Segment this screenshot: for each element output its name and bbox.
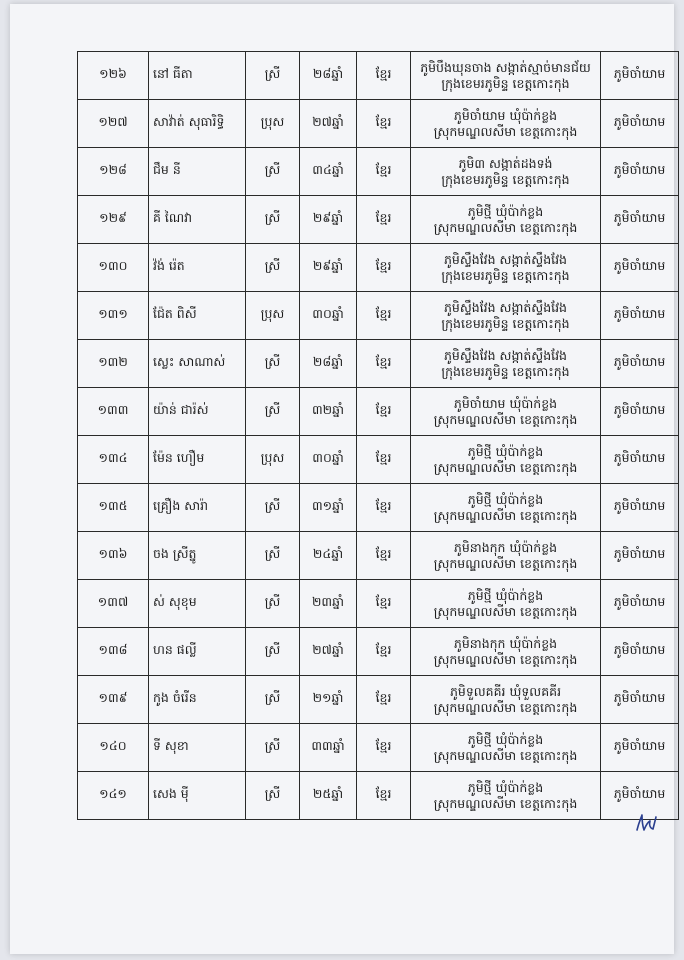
address-line-1: ភូមិចាំយាម ឃុំប៉ាក់ខ្លង	[453, 395, 558, 411]
address-line-2: ស្រុកមណ្ឌលសីមា ខេត្តកោះកុង	[433, 747, 578, 763]
cell-address	[411, 772, 601, 820]
table-row	[78, 436, 679, 484]
cell-age: ៣៣ឆ្នាំ	[300, 724, 357, 772]
table-row	[78, 580, 679, 628]
cell-nationality: ខ្មែរ	[357, 340, 411, 388]
address-line-1: ភូមិថ្មី ឃុំប៉ាក់ខ្លង	[467, 587, 544, 603]
cell-address	[411, 628, 601, 676]
cell-number: ១៣០	[78, 244, 149, 292]
table-row	[78, 388, 679, 436]
cell-age: ២១ឆ្នាំ	[300, 676, 357, 724]
cell-address	[411, 436, 601, 484]
cell-nationality: ខ្មែរ	[357, 772, 411, 820]
table-row	[78, 532, 679, 580]
cell-number: ១៣៦	[78, 532, 149, 580]
cell-address	[411, 196, 601, 244]
cell-occupation: ភូមិចាំយាម	[601, 148, 679, 196]
address-line-1: ភូមិស្ទឹងវែង សង្កាត់ស្ទឹងវែង	[444, 251, 567, 267]
address-line-1: ភូមិស្ទឹងវែង សង្កាត់ស្ទឹងវែង	[444, 347, 567, 363]
cell-address	[411, 580, 601, 628]
cell-occupation: ភូមិចាំយាម	[601, 196, 679, 244]
cell-sex: ប្រុស	[246, 100, 300, 148]
cell-age: ៣១ឆ្នាំ	[300, 484, 357, 532]
cell-address	[411, 292, 601, 340]
cell-age: ៣២ឆ្នាំ	[300, 388, 357, 436]
cell-nationality: ខ្មែរ	[357, 244, 411, 292]
cell-age: ២៧ឆ្នាំ	[300, 100, 357, 148]
table-row	[78, 340, 679, 388]
cell-name: គ្រឿង សារ៉ា	[149, 484, 246, 532]
cell-sex: ស្រី	[246, 676, 300, 724]
cell-name: ហន ផល្លី	[149, 628, 246, 676]
table-row	[78, 772, 679, 820]
cell-nationality: ខ្មែរ	[357, 628, 411, 676]
cell-number: ១៣២	[78, 340, 149, 388]
cell-age: ២៤ឆ្នាំ	[300, 532, 357, 580]
cell-nationality: ខ្មែរ	[357, 580, 411, 628]
cell-number: ១៣៧	[78, 580, 149, 628]
cell-age: ២៨ឆ្នាំ	[300, 340, 357, 388]
cell-sex: ស្រី	[246, 532, 300, 580]
cell-name: គី ណៃវា	[149, 196, 246, 244]
cell-sex: ស្រី	[246, 148, 300, 196]
cell-occupation: ភូមិចាំយាម	[601, 772, 679, 820]
cell-age: ២៨ឆ្នាំ	[300, 52, 357, 100]
cell-sex: ប្រុស	[246, 292, 300, 340]
address-line-2: ស្រុកមណ្ឌលសីមា ខេត្តកោះកុង	[433, 123, 578, 139]
cell-age: ២៧ឆ្នាំ	[300, 628, 357, 676]
cell-nationality: ខ្មែរ	[357, 100, 411, 148]
cell-nationality: ខ្មែរ	[357, 532, 411, 580]
cell-sex: ស្រី	[246, 52, 300, 100]
cell-age: ២៩ឆ្នាំ	[300, 244, 357, 292]
address-line-1: ភូមិថ្មី ឃុំប៉ាក់ខ្លង	[467, 203, 544, 219]
table-row	[78, 484, 679, 532]
address-line-1: ភូមិនាងកុក ឃុំប៉ាក់ខ្លង	[453, 539, 558, 555]
cell-name: ចង ស្រីត្នូ	[149, 532, 246, 580]
cell-nationality: ខ្មែរ	[357, 484, 411, 532]
cell-name: ស់ សុខុម	[149, 580, 246, 628]
cell-name: សាវ៉ាត់ សុធារិទ្ធិ	[149, 100, 246, 148]
table-row	[78, 676, 679, 724]
cell-number: ១៣៤	[78, 436, 149, 484]
table-row	[78, 292, 679, 340]
cell-number: ១៤០	[78, 724, 149, 772]
cell-address	[411, 340, 601, 388]
cell-sex: ស្រី	[246, 724, 300, 772]
cell-age: ៣០ឆ្នាំ	[300, 292, 357, 340]
address-line-1: ភូមិថ្មី ឃុំប៉ាក់ខ្លង	[467, 491, 544, 507]
cell-address	[411, 100, 601, 148]
cell-occupation: ភូមិចាំយាម	[601, 628, 679, 676]
address-line-2: ស្រុកមណ្ឌលសីមា ខេត្តកោះកុង	[433, 795, 578, 811]
address-line-2: ស្រុកមណ្ឌលសីមា ខេត្តកោះកុង	[433, 411, 578, 427]
cell-name: ជឹម នី	[149, 148, 246, 196]
cell-address	[411, 52, 601, 100]
cell-name: វ៉ង់ រ៉េត	[149, 244, 246, 292]
cell-address	[411, 148, 601, 196]
table-row	[78, 148, 679, 196]
table-row	[78, 244, 679, 292]
cell-number: ១៣១	[78, 292, 149, 340]
roster-table-body	[78, 52, 679, 820]
cell-number: ១៣៩	[78, 676, 149, 724]
cell-sex: ប្រុស	[246, 436, 300, 484]
cell-number: ១២៨	[78, 148, 149, 196]
cell-age: ៣៤ឆ្នាំ	[300, 148, 357, 196]
cell-name: សេង ម៉ី	[149, 772, 246, 820]
cell-sex: ស្រី	[246, 340, 300, 388]
cell-sex: ស្រី	[246, 196, 300, 244]
cell-number: ១២៧	[78, 100, 149, 148]
cell-name: យ៉ាន់ ជារ៉ស់	[149, 388, 246, 436]
table-row	[78, 100, 679, 148]
cell-number: ១៣៣	[78, 388, 149, 436]
cell-number: ១២៩	[78, 196, 149, 244]
table-row	[78, 196, 679, 244]
address-line-2: ស្រុកមណ្ឌលសីមា ខេត្តកោះកុង	[433, 507, 578, 523]
cell-occupation: ភូមិចាំយាម	[601, 724, 679, 772]
cell-age: ៣០ឆ្នាំ	[300, 436, 357, 484]
cell-sex: ស្រី	[246, 484, 300, 532]
cell-age: ២៥ឆ្នាំ	[300, 772, 357, 820]
cell-sex: ស្រី	[246, 580, 300, 628]
cell-name: ស្លេះ សាណាស់	[149, 340, 246, 388]
cell-address	[411, 724, 601, 772]
cell-occupation: ភូមិចាំយាម	[601, 484, 679, 532]
cell-name: ជ៉ែត ពិសី	[149, 292, 246, 340]
cell-address	[411, 484, 601, 532]
table-row	[78, 628, 679, 676]
cell-address	[411, 388, 601, 436]
address-line-2: ស្រុកមណ្ឌលសីមា ខេត្តកោះកុង	[433, 699, 578, 715]
address-line-2: ស្រុកមណ្ឌលសីមា ខេត្តកោះកុង	[433, 459, 578, 475]
cell-occupation: ភូមិចាំយាម	[601, 244, 679, 292]
cell-nationality: ខ្មែរ	[357, 292, 411, 340]
cell-name: កូង ចំរើន	[149, 676, 246, 724]
cell-number: ១៤១	[78, 772, 149, 820]
cell-occupation: ភូមិចាំយាម	[601, 100, 679, 148]
cell-occupation: ភូមិចាំយាម	[601, 292, 679, 340]
cell-occupation: ភូមិចាំយាម	[601, 532, 679, 580]
cell-address	[411, 532, 601, 580]
document-page	[10, 4, 674, 954]
cell-occupation: ភូមិចាំយាម	[601, 580, 679, 628]
address-line-2: ក្រុងខេមរភូមិន្ទ ខេត្តកោះកុង	[441, 363, 570, 379]
cell-occupation: ភូមិចាំយាម	[601, 388, 679, 436]
cell-number: ១៣៥	[78, 484, 149, 532]
cell-address	[411, 244, 601, 292]
address-line-2: ក្រុងខេមរភូមិន្ទ ខេត្តកោះកុង	[441, 315, 570, 331]
cell-address	[411, 676, 601, 724]
signature-stroke	[637, 815, 656, 830]
cell-number: ១២៦	[78, 52, 149, 100]
cell-sex: ស្រី	[246, 244, 300, 292]
address-line-1: ភូមិថ្មី ឃុំប៉ាក់ខ្លង	[467, 731, 544, 747]
address-line-2: ស្រុកមណ្ឌលសីមា ខេត្តកោះកុង	[433, 219, 578, 235]
cell-nationality: ខ្មែរ	[357, 52, 411, 100]
cell-occupation: ភូមិចាំយាម	[601, 436, 679, 484]
cell-nationality: ខ្មែរ	[357, 148, 411, 196]
address-line-2: ក្រុងខេមរភូមិន្ទ ខេត្តកោះកុង	[441, 75, 570, 91]
address-line-2: ស្រុកមណ្ឌលសីមា ខេត្តកោះកុង	[433, 555, 578, 571]
cell-occupation: ភូមិចាំយាម	[601, 340, 679, 388]
handwritten-signature	[633, 812, 659, 834]
cell-occupation: ភូមិចាំយាម	[601, 676, 679, 724]
cell-name: ម៉ែន ហឿម	[149, 436, 246, 484]
address-line-1: ភូមិថ្មី ឃុំប៉ាក់ខ្លង	[467, 443, 544, 459]
address-line-2: ស្រុកមណ្ឌលសីមា ខេត្តកោះកុង	[433, 603, 578, 619]
cell-age: ២៩ឆ្នាំ	[300, 196, 357, 244]
cell-nationality: ខ្មែរ	[357, 436, 411, 484]
cell-occupation: ភូមិចាំយាម	[601, 52, 679, 100]
address-line-1: ភូមិចាំយាម ឃុំប៉ាក់ខ្លង	[453, 107, 558, 123]
cell-number: ១៣៨	[78, 628, 149, 676]
address-line-1: ភូមិទួលគគីរ ឃុំទួលគគីរ	[449, 683, 562, 699]
address-line-2: ក្រុងខេមរភូមិន្ទ ខេត្តកោះកុង	[441, 267, 570, 283]
cell-sex: ស្រី	[246, 388, 300, 436]
address-line-1: ភូមិនាងកុក ឃុំប៉ាក់ខ្លង	[453, 635, 558, 651]
cell-nationality: ខ្មែរ	[357, 724, 411, 772]
cell-nationality: ខ្មែរ	[357, 196, 411, 244]
cell-name: ទី សុខា	[149, 724, 246, 772]
address-line-1: ភូមិថ្មី ឃុំប៉ាក់ខ្លង	[467, 779, 544, 795]
cell-nationality: ខ្មែរ	[357, 676, 411, 724]
cell-name: នៅ ធីតា	[149, 52, 246, 100]
table-row	[78, 52, 679, 100]
roster-table	[77, 51, 679, 820]
address-line-1: ភូមិបឹងឃុនចាង សង្កាត់ស្មាច់មានជ័យ	[420, 59, 591, 75]
cell-age: ២៣ឆ្នាំ	[300, 580, 357, 628]
cell-sex: ស្រី	[246, 772, 300, 820]
table-row	[78, 724, 679, 772]
address-line-1: ភូមិ៣ សង្កាត់ដងទង់	[458, 155, 553, 171]
cell-nationality: ខ្មែរ	[357, 388, 411, 436]
address-line-1: ភូមិស្ទឹងវែង សង្កាត់ស្ទឹងវែង	[444, 299, 567, 315]
address-line-2: ក្រុងខេមរភូមិន្ទ ខេត្តកោះកុង	[441, 171, 570, 187]
cell-sex: ស្រី	[246, 628, 300, 676]
address-line-2: ស្រុកមណ្ឌលសីមា ខេត្តកោះកុង	[433, 651, 578, 667]
